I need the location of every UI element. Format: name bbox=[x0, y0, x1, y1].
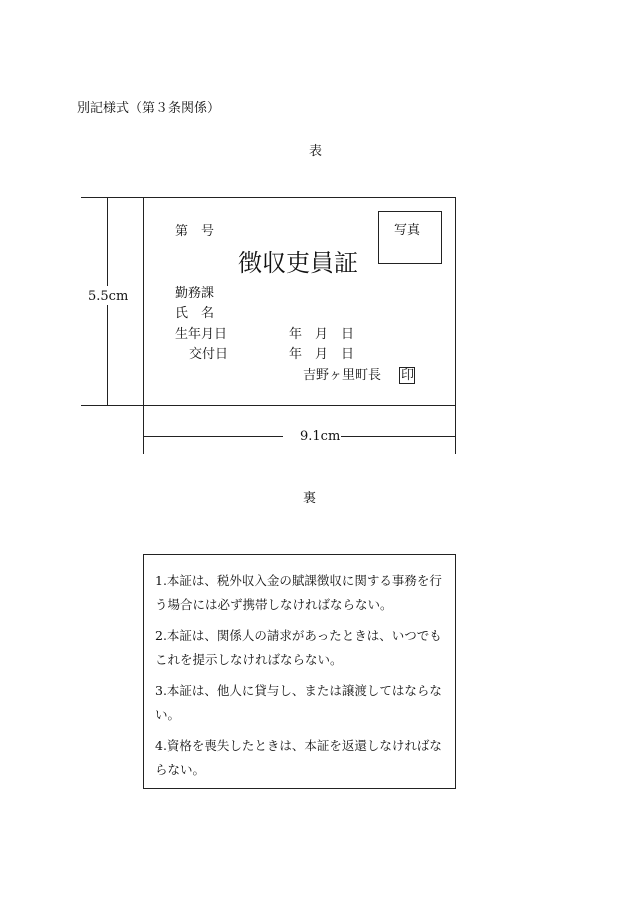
height-dimension-top-line bbox=[81, 197, 143, 198]
width-dimension-left-arrow bbox=[143, 436, 283, 437]
form-label: 別記様式（第３条関係） bbox=[77, 101, 221, 116]
height-dimension-bottom-line bbox=[81, 405, 143, 406]
width-dimension-right-line bbox=[455, 406, 456, 454]
back-item: 2.本証は、関係人の請求があったときは、いつでもこれを提示しなければならない。 bbox=[155, 628, 442, 667]
seal-label: 印 bbox=[401, 368, 415, 383]
issue-date-fields: 年 月 日 bbox=[289, 347, 355, 362]
issuer-label: 吉野ヶ里町長 bbox=[303, 368, 382, 383]
width-dimension-right-arrow bbox=[340, 436, 455, 437]
birth-date-label: 生年月日 bbox=[175, 327, 228, 342]
back-section-label: 裏 bbox=[303, 491, 317, 506]
issue-date-label: 交付日 bbox=[189, 347, 229, 362]
back-item: 4.資格を喪失したときは、本証を返還しなければならない。 bbox=[155, 738, 442, 777]
width-dimension-label: 9.1cm bbox=[300, 429, 341, 444]
photo-label: 写真 bbox=[394, 223, 421, 238]
card-title: 徴収吏員証 bbox=[238, 249, 358, 277]
width-dimension-left-line bbox=[143, 406, 144, 454]
name-label: 氏 名 bbox=[175, 306, 215, 321]
height-dimension-upper-arrow bbox=[107, 197, 108, 286]
front-section-label: 表 bbox=[309, 144, 323, 159]
department-label: 勤務課 bbox=[175, 286, 215, 301]
height-dimension-label: 5.5cm bbox=[88, 289, 129, 304]
back-item: 1.本証は、税外収入金の賦課徴収に関する事務を行う場合には必ず携帯しなければならない。 bbox=[155, 573, 442, 612]
birth-date-fields: 年 月 日 bbox=[289, 327, 355, 342]
back-item: 3.本証は、他人に貸与し、または譲渡してはならない。 bbox=[155, 683, 442, 722]
height-dimension-lower-arrow bbox=[107, 305, 108, 405]
number-label: 第 号 bbox=[175, 224, 215, 239]
